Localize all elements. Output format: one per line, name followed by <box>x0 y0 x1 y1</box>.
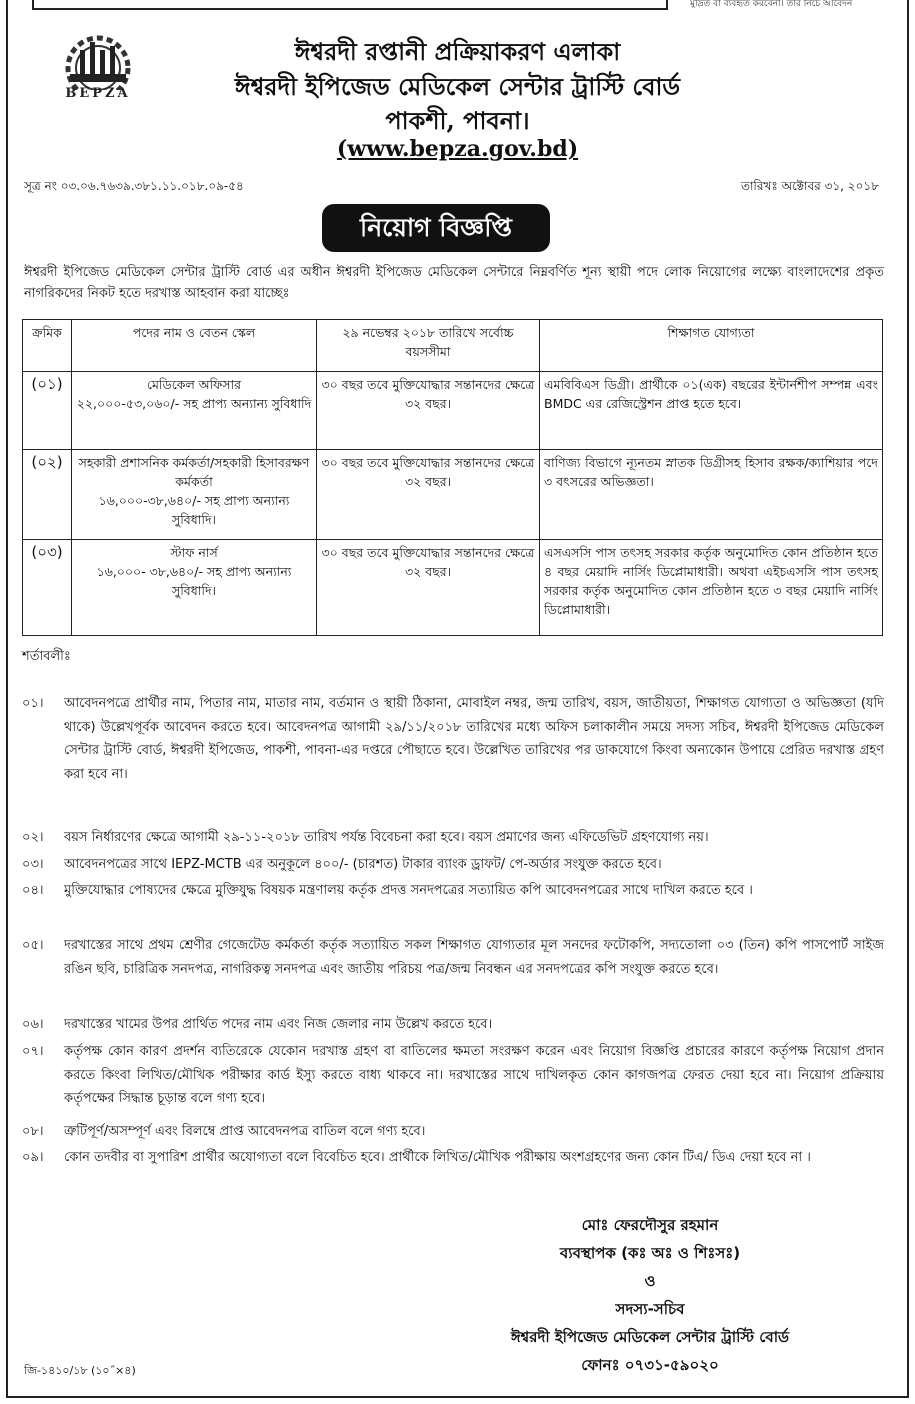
logo-label: BEPZA <box>65 86 131 101</box>
cell-serial: (০২) <box>23 450 72 540</box>
notice-date: তারিখঃ অক্টোবর ৩১, ২০১৮ <box>740 179 879 193</box>
term-item <box>22 826 884 850</box>
cell-age: ৩০ বছর তবে মুক্তিযোদ্ধার সন্তানদের ক্ষেত্রে ৩২ বছর। <box>317 540 540 636</box>
term-item <box>22 1013 884 1037</box>
term-item <box>22 853 884 877</box>
term-text: দরখাস্তের খামের উপর প্রার্থিত পদের নাম এবং নিজ জেলার নাম উল্লেখ করতে হবে। <box>64 1017 493 1032</box>
header-serial: ক্রমিক <box>23 320 72 372</box>
website-link[interactable]: (www.bepza.gov.bd) <box>336 136 579 162</box>
term-item <box>22 934 884 981</box>
org-name: ঈশ্বরদী রপ্তানী প্রক্রিয়াকরণ এলাকা <box>294 37 621 66</box>
term-number: ০৫। <box>22 938 44 953</box>
term-item <box>22 692 884 786</box>
term-text: ত্রুটিপূর্ণ/অসম্পূর্ণ এবং বিলম্বে প্রাপ্ত আবেদনপত্র বাতিল বলে গণ্য হবে। <box>64 1124 426 1139</box>
intro-paragraph: ঈশ্বরদী ইপিজেড মেডিকেল সেন্টার ট্রাস্টি বোর্ড এর অধীন ঈশ্বরদী ইপিজেড মেডিকেল সেন্টারে নিম্নবর্ণিত শূন্য স্থায়ী পদে লোক নিয়োগের লক্ষ্যে বাংলাদেশের প্রকৃত নাগরিকদের নিকট হতে দরখাস্ত আহবান করা যাচ্ছেঃ <box>24 265 884 301</box>
term-number: ০৯। <box>22 1150 44 1165</box>
table-row <box>23 540 883 636</box>
terms-heading: শর্তাবলীঃ <box>22 649 71 664</box>
term-number: ০৩। <box>22 857 44 872</box>
header-education: শিক্ষাগত যোগ্যতা <box>540 320 883 372</box>
term-number: ০৬। <box>22 1017 44 1032</box>
term-item <box>22 1146 884 1170</box>
signatory-name: মোঃ ফেরদৌসুর রহমান <box>581 1216 719 1234</box>
cell-post: সহকারী প্রশাসনিক কর্মকর্তা/সহকারী হিসাবরক্ষণ কর্মকর্তা ১৬,০০০-৩৮,৬৪০/- সহ প্রাপ্য অন্যান্য সুবিধাদি। <box>72 450 317 540</box>
term-text: আবেদনপত্রের সাথে IEPZ-MCTB এর অনুকূলে ৪০০/- (চারশত) টাকার ব্যাংক ড্রাফট/ পে-অর্ডার সংযুক্ত করতে হবে। <box>64 857 662 872</box>
cell-age: ৩০ বছর তবে মুক্তিযোদ্ধার সন্তানদের ক্ষেত্রে ৩২ বছর। <box>317 450 540 540</box>
term-number: ০১। <box>22 696 44 711</box>
term-number: ০৮। <box>22 1124 44 1139</box>
term-text: দরখাস্তের সাথে প্রথম শ্রেণীর গেজেটেড কর্মকর্তা কর্তৃক সত্যায়িত সকল শিক্ষাগত যোগ্যতার মূল সনদের ফটোকপি, সদ্যতোলা ০৩ (তিন) কপি পাসপোর্ট সাইজ রঙিন ছবি, চারিত্রিক সনদপত্র, নাগরিকত্ব সনদপত্র এবং জাতীয় পরিচয় পত্র/জন্ম নিবন্ধন এর সনদপত্রের কপি সংযুক্ত করতে হবে। <box>64 938 884 977</box>
term-number: ০২। <box>22 830 44 845</box>
cell-age: ৩০ বছর তবে মুক্তিযোদ্ধার সন্তানদের ক্ষেত্রে ৩২ বছর। <box>317 372 540 450</box>
term-item <box>22 879 884 903</box>
vacancy-table <box>22 319 883 636</box>
cell-post: স্টাফ নার্স ১৬,০০০- ৩৮,৬৪০/- সহ প্রাপ্য অন্যান্য সুবিধাদি। <box>72 540 317 636</box>
notice-title: নিয়োগ বিজ্ঞপ্তি <box>322 204 550 252</box>
term-number: ০৪। <box>22 883 44 898</box>
cell-education: এমবিবিএস ডিগ্রী। প্রার্থীকে ০১(এক) বছরের ইন্টার্নশীপ সম্পন্ন এবং BMDC এর রেজিস্ট্রেশন প্রাপ্ত হতে হবে। <box>540 372 883 450</box>
term-item <box>22 1040 884 1111</box>
signatory-org: ঈশ্বরদী ইপিজেড মেডিকেল সেন্টার ট্রাস্টি বোর্ড <box>510 1328 790 1346</box>
term-item <box>22 1120 884 1144</box>
signatory-phone: ফোনঃ ০৭৩১-৫৯০২০ <box>581 1356 719 1374</box>
cell-education: বাণিজ্য বিভাগে ন্যূনতম স্নাতক ডিগ্রীসহ হিসাব রক্ষক/ক্যাশিয়ার পদে ৩ বৎসরের অভিজ্ঞতা। <box>540 450 883 540</box>
cell-serial: (০৩) <box>23 540 72 636</box>
table-row <box>23 372 883 450</box>
term-number: ০৭। <box>22 1044 44 1059</box>
cell-serial: (০১) <box>23 372 72 450</box>
cell-education: এসএসসি পাস তৎসহ সরকার কর্তৃক অনুমোদিত কোন প্রতিষ্ঠান হতে ৪ বছর মেয়াদি নার্সিং ডিপ্লোমাধারী। অথবা এইচএসসি পাস তৎসহ সরকার কর্তৃক অনুমোদিত কোন প্রতিষ্ঠান হতে ৩ বছর মেয়াদি নার্সিং ডিপ্লোমাধারী। <box>540 540 883 636</box>
term-text: কর্তৃপক্ষ কোন কারণ প্রদর্শন ব্যতিরেকে যেকোন দরখাস্ত গ্রহণ বা বাতিলের ক্ষমতা সংরক্ষণ করেন এবং নিয়োগ বিজ্ঞপ্তি প্রচারের কারণে কর্তৃপক্ষ নিয়োগ প্রদান করতে কিংবা লিখিত/মৌখিক পরীক্ষার কার্ড ইস্যু করতে বাধ্য থাকবে না। দরখাস্তের সাথে দাখিলকৃত কোন কাগজপত্র ফেরত দেয়া হবে না। নিয়োগ প্রক্রিয়ায় কর্তৃপক্ষের সিদ্ধান্ত চূড়ান্ত বলে গণ্য হবে। <box>64 1044 884 1106</box>
signatory-role: সদস্য-সচিব <box>615 1300 685 1318</box>
term-text: বয়স নির্ধারণের ক্ষেত্রে আগামী ২৯-১১-২০১৮ তারিখ পর্যন্ত বিবেচনা করা হবে। বয়স প্রমাণের জন্য এফিডেভিট গ্রহণযোগ্য নয়। <box>64 830 709 845</box>
term-text: মুক্তিযোদ্ধার পোষ্যদের ক্ষেত্রে মুক্তিযুদ্ধ বিষয়ক মন্ত্রণালয় কর্তৃক প্রদত্ত সনদপত্রের সত্যায়িত কপি আবেদনপত্রের সাথে দাখিল করতে হবে । <box>64 883 753 898</box>
term-text: আবেদনপত্রে প্রার্থীর নাম, পিতার নাম, মাতার নাম, বর্তমান ও স্থায়ী ঠিকানা, মোবাইল নম্বর, জন্ম তারিখ, বয়স, জাতীয়তা, শিক্ষাগত যোগ্যতা ও অভিজ্ঞতা (যদি থাকে) উল্লেখপূর্বক আবেদন করতে হবে। আবেদনপত্র আগামী ২৯/১১/২০১৮ তারিখের মধ্যে অফিস চলাকালীন সময়ে সদস্য সচিব, ঈশ্বরদী ইপিজেড মেডিকেল সেন্টার ট্রাস্টি বোর্ড, ঈশ্বরদী ইপিজেড, পাকশী, পাবনা-এর দপ্তরে পৌছাতে হবে। উল্লেখিত তারিখের পর ডাকযোগে কিংবা অন্যকোন উপায়ে প্রেরিত দরখাস্ত গ্রহণ করা হবে না। <box>64 696 884 782</box>
term-text: কোন তদবীর বা সুপারিশ প্রার্থীর অযোগ্যতা বলে বিবেচিত হবে। প্রার্থীকে লিখিত/মৌখিক পরীক্ষায় অংশগ্রহণের জন্য কোন টিএ/ ডিএ দেয়া হবে না । <box>64 1150 811 1165</box>
reference-number: সূত্র নং ০৩.০৬.৭৬৩৯.৩৮১.১১.০১৮.০৯-৫৪ <box>24 179 244 193</box>
board-name: ঈশ্বরদী ইপিজেড মেডিকেল সেন্টার ট্রাস্টি বোর্ড <box>234 72 681 101</box>
table-row <box>23 450 883 540</box>
signatory-designation: ব্যবস্থাপক (কঃ অঃ ও শিঃসঃ) <box>559 1244 741 1262</box>
header-age: ২৯ নভেম্বর ২০১৮ তারিখে সর্বোচ্চ বয়সসীমা <box>317 320 540 372</box>
address: পাকশী, পাবনা। <box>385 106 530 135</box>
table-header-row <box>23 320 883 372</box>
footer-code: জি-১৪১০/১৮ (১০˝×৪) <box>24 1364 136 1377</box>
previous-ad-text: মুদ্রিত বা ব্যবহৃত করবেনা। তার নিচে আবেদন <box>690 0 853 9</box>
header-post: পদের নাম ও বেতন স্কেল <box>72 320 317 372</box>
signatory-conjunction: ও <box>644 1272 656 1290</box>
cell-post: মেডিকেল অফিসার ২২,০০০-৫৩,০৬০/- সহ প্রাপ্য অন্যান্য সুবিধাদি <box>72 372 317 450</box>
